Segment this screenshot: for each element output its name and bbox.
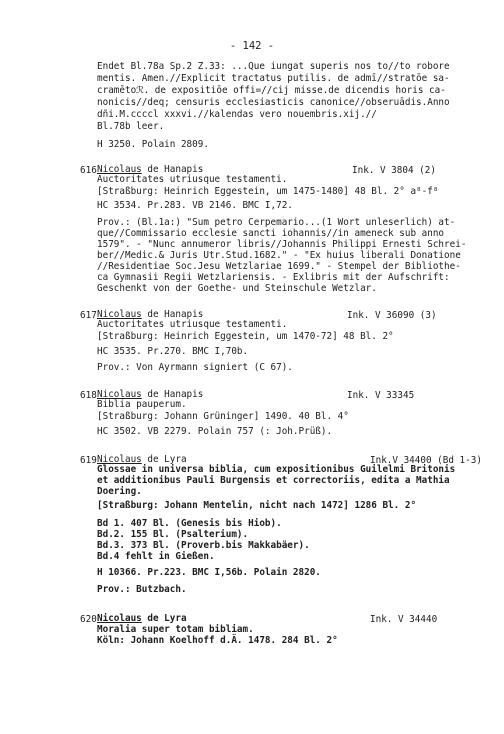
- entry-author: Nicolaus: [97, 164, 142, 175]
- entry-author-rest: de Hanapis: [141, 309, 204, 320]
- entry-line: [Straßburg: Johann Grüninger] 1490. 40 Bl. 4°: [97, 411, 349, 422]
- intro-line: cramētoℛ. de expositiōe offi=//cij misse.de dicendis horis ca-: [97, 85, 446, 96]
- intro-line: nonicis//deq; censuris ecclesiasticis canonice//obseruādis.Anno: [97, 97, 450, 108]
- entry-line: HC 3535. Pr.270. BMC I,70b.: [97, 346, 249, 357]
- entry-author: Nicolaus: [97, 454, 142, 465]
- entry-author: Nicolaus: [97, 613, 142, 624]
- entry-heading: [97, 614, 187, 624]
- intro-line: Bl.78b leer.: [97, 121, 165, 132]
- intro-line: mentis. Amen.//Explicit tractatus putilis. de admī//stratōe sa-: [97, 73, 450, 84]
- entry-author: Nicolaus: [97, 389, 142, 400]
- entry-author-rest: de Hanapis: [141, 164, 204, 175]
- entry-line: 1579". - "Nunc annumeror libris//Johannis Philippi Ernesti Schrei-: [97, 239, 467, 250]
- page-number: - 142 -: [229, 40, 275, 52]
- entry-number: 619: [80, 455, 97, 466]
- entry-line: HC 3502. VB 2279. Polain 757 (: Joh.Prüß).: [97, 426, 333, 437]
- entry-number: 617: [80, 310, 97, 321]
- entry-line: Prov.: Butzbach.: [97, 584, 187, 595]
- intro-reference: H 3250. Polain 2809.: [97, 139, 209, 150]
- entry-shelfmark: Ink.V 34400 (Bd 1-3): [370, 455, 482, 466]
- entry-line: Biblia pauperum.: [97, 399, 187, 410]
- entry-line: Glossae in universa biblia, cum expositionibus Guilelmi Britonis: [97, 464, 456, 475]
- entry-number: 616: [80, 165, 97, 176]
- entry-line: Auctoritates utriusque testamenti.: [97, 174, 288, 185]
- entry-line: Bd.4 fehlt in Gießen.: [97, 551, 215, 562]
- entry-line: Köln: Johann Koelhoff d.Ä. 1478. 284 Bl. 2°: [97, 635, 338, 646]
- intro-line: Endet Bl.78a Sp.2 Z.33: ...Que iungat superis nos to//to robore: [97, 61, 450, 72]
- entry-number: 618: [80, 390, 97, 401]
- entry-line: que//Commissario ecclesie sancti iohannis//in ameneck sub anno: [97, 228, 445, 239]
- intro-line: dñi.M.ccccl xxxvi.//kalendas vero nouembris.xij.//: [97, 109, 377, 120]
- entry-line: Prov.: (Bl.1a:) "Sum petro Cerpemario...(1 Wort unleserlich) at-: [97, 217, 456, 228]
- entry-line: Auctoritates utriusque testamenti.: [97, 319, 288, 330]
- entry-line: Bd 1. 407 Bl. (Genesis bis Hiob).: [97, 518, 282, 529]
- entry-line: Prov.: Von Ayrmann signiert (C 67).: [97, 362, 293, 373]
- entry-line: Bd.3. 373 Bl. (Proverb.bis Makkabäer).: [97, 540, 310, 551]
- entry-line: [Straßburg: Johann Mentelin, nicht nach 1472] 1286 Bl. 2°: [97, 500, 417, 511]
- entry-line: H 10366. Pr.223. BMC I,56b. Polain 2820.: [97, 567, 321, 578]
- entry-line: Geschenkt von der Goethe- und Steinschule Wetzlar.: [97, 283, 377, 294]
- entry-shelfmark: Ink. V 36090 (3): [347, 310, 437, 321]
- entry-line: et additionibus Pauli Burgensis et correctoriis, edita a Mathia: [97, 475, 450, 486]
- entry-line: ber//Medic.& Juris Utr.Stud.1682." - "Ex huius liberali Donatione: [97, 250, 461, 261]
- entry-shelfmark: Ink. V 34440: [370, 614, 438, 625]
- entry-line: Bd.2. 155 Bl. (Psalterium).: [97, 529, 249, 540]
- entry-line: Doering.: [97, 486, 142, 497]
- entry-shelfmark: Ink. V 33345: [347, 390, 415, 401]
- entry-author: Nicolaus: [97, 309, 142, 320]
- entry-line: //Residentiae Soc.Jesu Wetzlariae 1699." - Stempel der Bibliothe-: [97, 261, 461, 272]
- entry-author-rest: de Hanapis: [141, 389, 204, 400]
- entry-line: [Straßburg: Heinrich Eggestein, um 1475-1480] 48 Bl. 2° a⁸-f⁸: [97, 186, 439, 197]
- entry-line: Moralia super totam bibliam.: [97, 624, 254, 635]
- entry-author-rest: de Lyra: [141, 454, 187, 465]
- entry-shelfmark: Ink. V 3804 (2): [352, 165, 436, 176]
- entry-number: 620: [80, 614, 97, 625]
- entry-author-rest: de Lyra: [141, 613, 187, 624]
- entry-line: ca Gymnasii Regii Wetzlariensis. - Exlibris mit der Aufschrift:: [97, 272, 450, 283]
- entry-line: HC 3534. Pr.283. VB 2146. BMC I,72.: [97, 200, 293, 211]
- entry-line: [Straßburg: Heinrich Eggestein, um 1470-72] 48 Bl. 2°: [97, 331, 394, 342]
